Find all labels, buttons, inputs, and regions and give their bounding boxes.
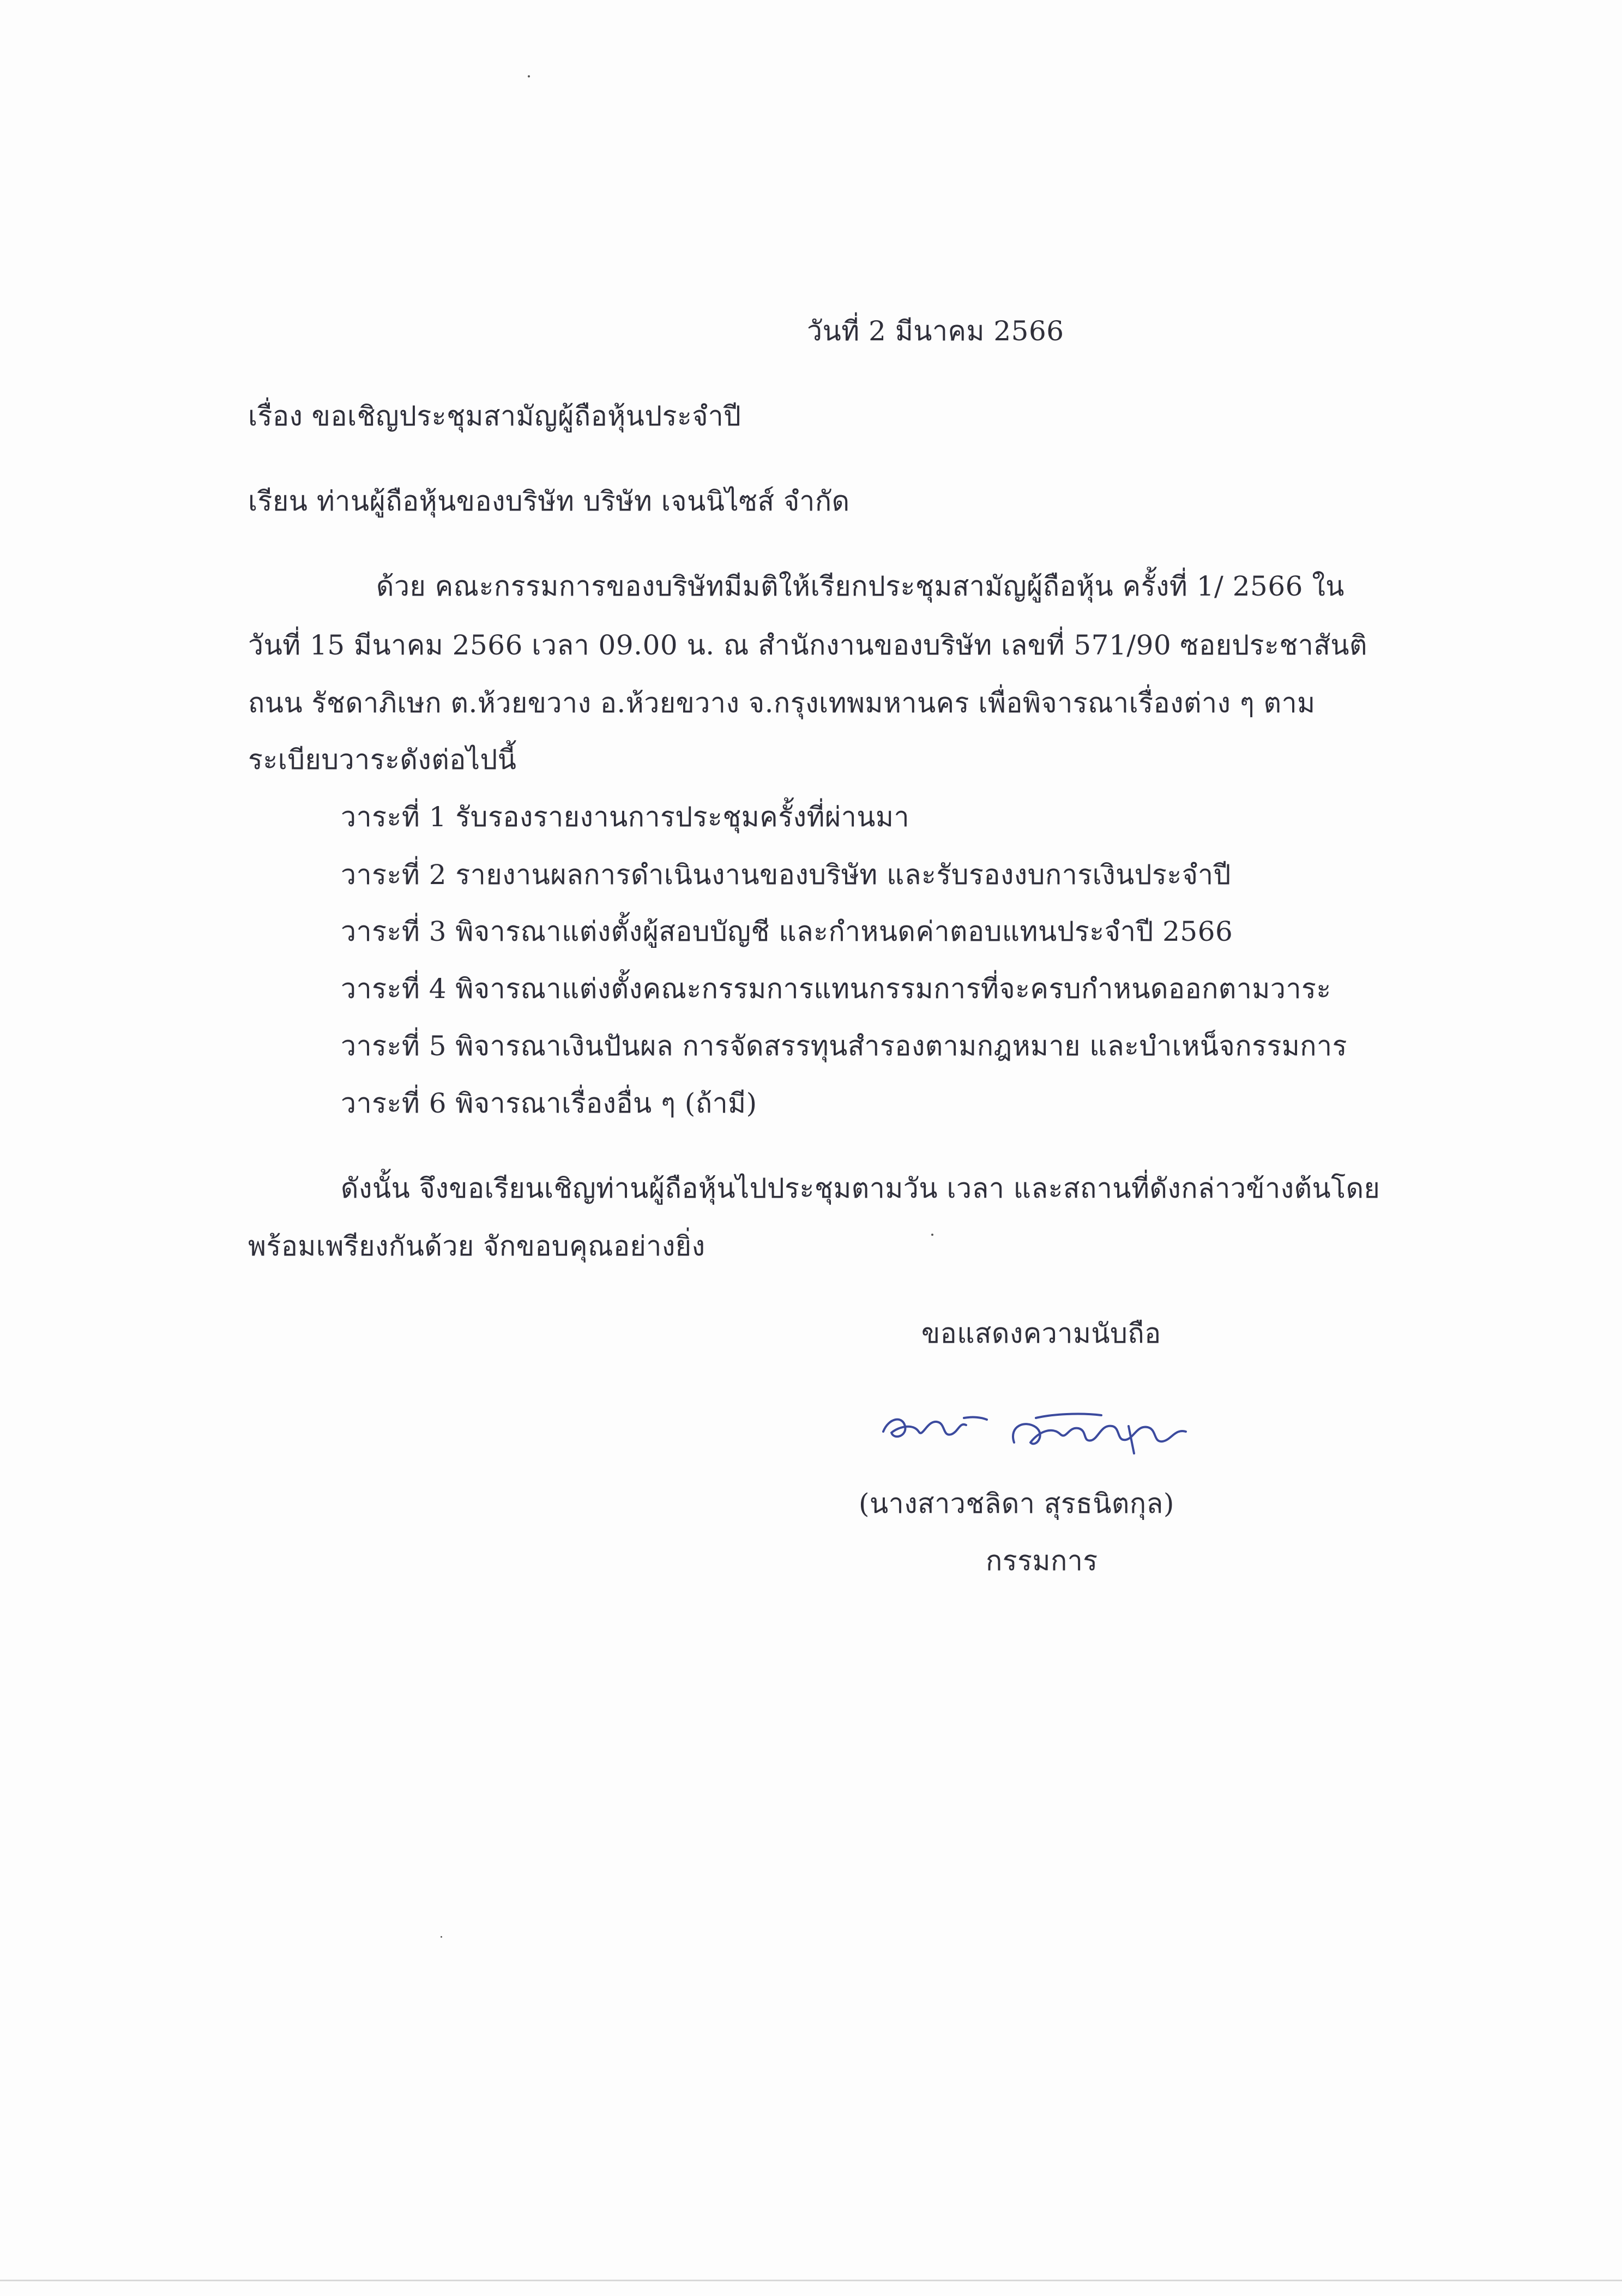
letter-addressee: เรียน ท่านผู้ถือหุ้นของบริษัท บริษัท เจนนิไซส์ จำกัด [248,485,850,517]
agenda-item: วาระที่ 3 พิจารณาแต่งตั้งผู้สอบบัญชี และกำหนดค่าตอบแทนประจำปี 2566 [341,916,1233,947]
letter-subject: เรื่อง ขอเชิญประชุมสามัญผู้ถือหุ้นประจำปี [248,400,741,432]
letter-date: วันที่ 2 มีนาคม 2566 [807,315,1064,347]
scan-speck [528,75,530,77]
agenda-item: วาระที่ 1 รับรองรายงานการประชุมครั้งที่ผ่านมา [341,801,910,833]
scan-edge-line [0,2280,1622,2281]
signatory-title: กรรมการ [986,1545,1098,1577]
scan-speck [441,1936,442,1938]
closing-paragraph-line: ดังนั้น จึงขอเรียนเชิญท่านผู้ถือหุ้นไปประชุมตามวัน เวลา และสถานที่ดังกล่าวข้างต้นโดย [341,1173,1380,1204]
closing-paragraph-line: พร้อมเพรียงกันด้วย จักขอบคุณอย่างยิ่ง [248,1230,706,1262]
signatory-name: (นางสาวชลิดา สุรธนิตกุล) [859,1488,1174,1519]
agenda-item: วาระที่ 4 พิจารณาแต่งตั้งคณะกรรมการแทนกรรมการที่จะครบกำหนดออกตามวาระ [341,973,1331,1005]
body-paragraph-line: ระเบียบวาระดังต่อไปนี้ [248,744,517,776]
body-paragraph-line: วันที่ 15 มีนาคม 2566 เวลา 09.00 น. ณ สำนักงานของบริษัท เลขที่ 571/90 ซอยประชาสันติ [248,629,1368,661]
agenda-item: วาระที่ 6 พิจารณาเรื่องอื่น ๆ (ถ้ามี) [341,1087,757,1119]
body-paragraph-line: ถนน รัชดาภิเษก ต.ห้วยขวาง อ.ห้วยขวาง จ.กรุงเทพมหานคร เพื่อพิจารณาเรื่องต่าง ๆ ตาม [248,687,1316,719]
agenda-item: วาระที่ 2 รายงานผลการดำเนินงานของบริษัท และรับรองงบการเงินประจำปี [341,859,1231,891]
complimentary-close: ขอแสดงความนับถือ [921,1318,1161,1349]
body-paragraph-line: ด้วย คณะกรรมการของบริษัทมีมติให้เรียกประชุมสามัญผู้ถือหุ้น ครั้งที่ 1/ 2566 ใน [376,570,1344,602]
scan-speck [931,1234,933,1236]
agenda-item: วาระที่ 5 พิจารณาเงินปันผล การจัดสรรทุนสำรองตามกฎหมาย และบำเหน็จกรรมการ [341,1030,1347,1062]
handwritten-signature [872,1388,1199,1464]
